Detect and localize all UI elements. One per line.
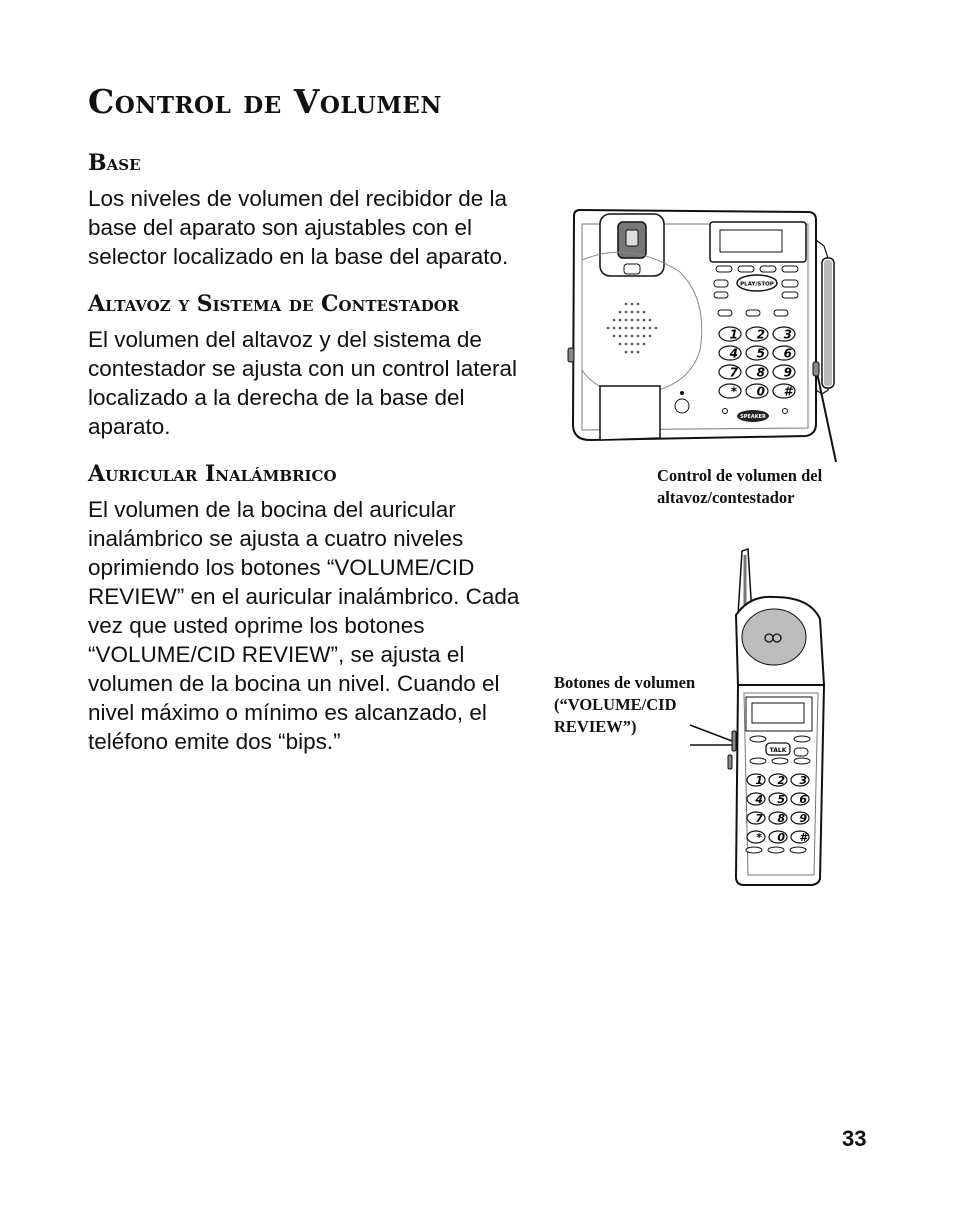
handset-key-label: 2 [777, 774, 785, 788]
handset-key-label: 8 [777, 812, 785, 826]
page-number: 33 [842, 1126, 867, 1151]
base-key-label: 9 [783, 365, 793, 380]
base-key-label: 1 [729, 327, 739, 342]
base-key-label: 7 [729, 365, 739, 380]
speaker-label: SPEAKER [740, 414, 766, 420]
base-key-label: 5 [756, 346, 766, 361]
handset-illustration [690, 545, 840, 890]
handset-key-label: * [756, 831, 763, 845]
base-volume-caption: Control de volumen del altavoz/contestador [657, 466, 823, 507]
page-title: Control de Volumen [88, 82, 442, 121]
base-key-label: * [730, 384, 737, 399]
base-key-label: 0 [756, 384, 766, 399]
section-body-speaker-answering: El volumen del altavoz y del sistema de contestador se ajusta con un control lateral localizado a la derecha de la base del aparato. [88, 327, 518, 439]
section-body-cordless-handset: El volumen de la bocina del auricular inalámbrico se ajusta a cuatro niveles oprimiendo los botones “VOLUME/CID REVIEW” en el auricular inalámbrico. Cada vez que usted oprime los botones “VOLUME/CID REVIEW”, se ajusta el volumen de la bocina un nivel. Cuando el nivel máximo o mínimo es alcanzado, el teléfono emite dos “bips.” [88, 497, 520, 754]
section-heading-base: Base [88, 150, 141, 176]
base-station-illustration [560, 200, 850, 465]
handset-key-label: 3 [799, 774, 807, 788]
base-key-label: 6 [783, 346, 793, 361]
handset-key-label: 1 [755, 774, 763, 788]
play-stop-label: PLAY/STOP [740, 281, 774, 288]
handset-key-label: 4 [755, 793, 763, 807]
base-key-label: 4 [729, 346, 739, 361]
handset-key-label: 6 [799, 793, 807, 807]
section-body-base: Los niveles de volumen del recibidor de la base del aparato son ajustables con el selector localizado en la base del aparato. [88, 186, 509, 269]
base-key-label: 8 [756, 365, 766, 380]
section-heading-speaker-answering: Altavoz y Sistema de Contestador [88, 291, 460, 317]
handset-key-label: 9 [799, 812, 807, 826]
talk-label: TALK [769, 747, 787, 754]
handset-key-label: # [799, 831, 807, 845]
handset-volume-caption: Botones de volumen (“VOLUME/CID REVIEW”) [554, 673, 696, 736]
handset-key-label: 0 [777, 831, 785, 845]
handset-key-label: 5 [777, 793, 785, 807]
base-key-label: 3 [783, 327, 793, 342]
base-key-label: # [783, 384, 793, 399]
section-heading-cordless-handset: Auricular Inalámbrico [88, 461, 337, 487]
handset-key-label: 7 [755, 812, 763, 826]
base-key-label: 2 [756, 327, 766, 342]
